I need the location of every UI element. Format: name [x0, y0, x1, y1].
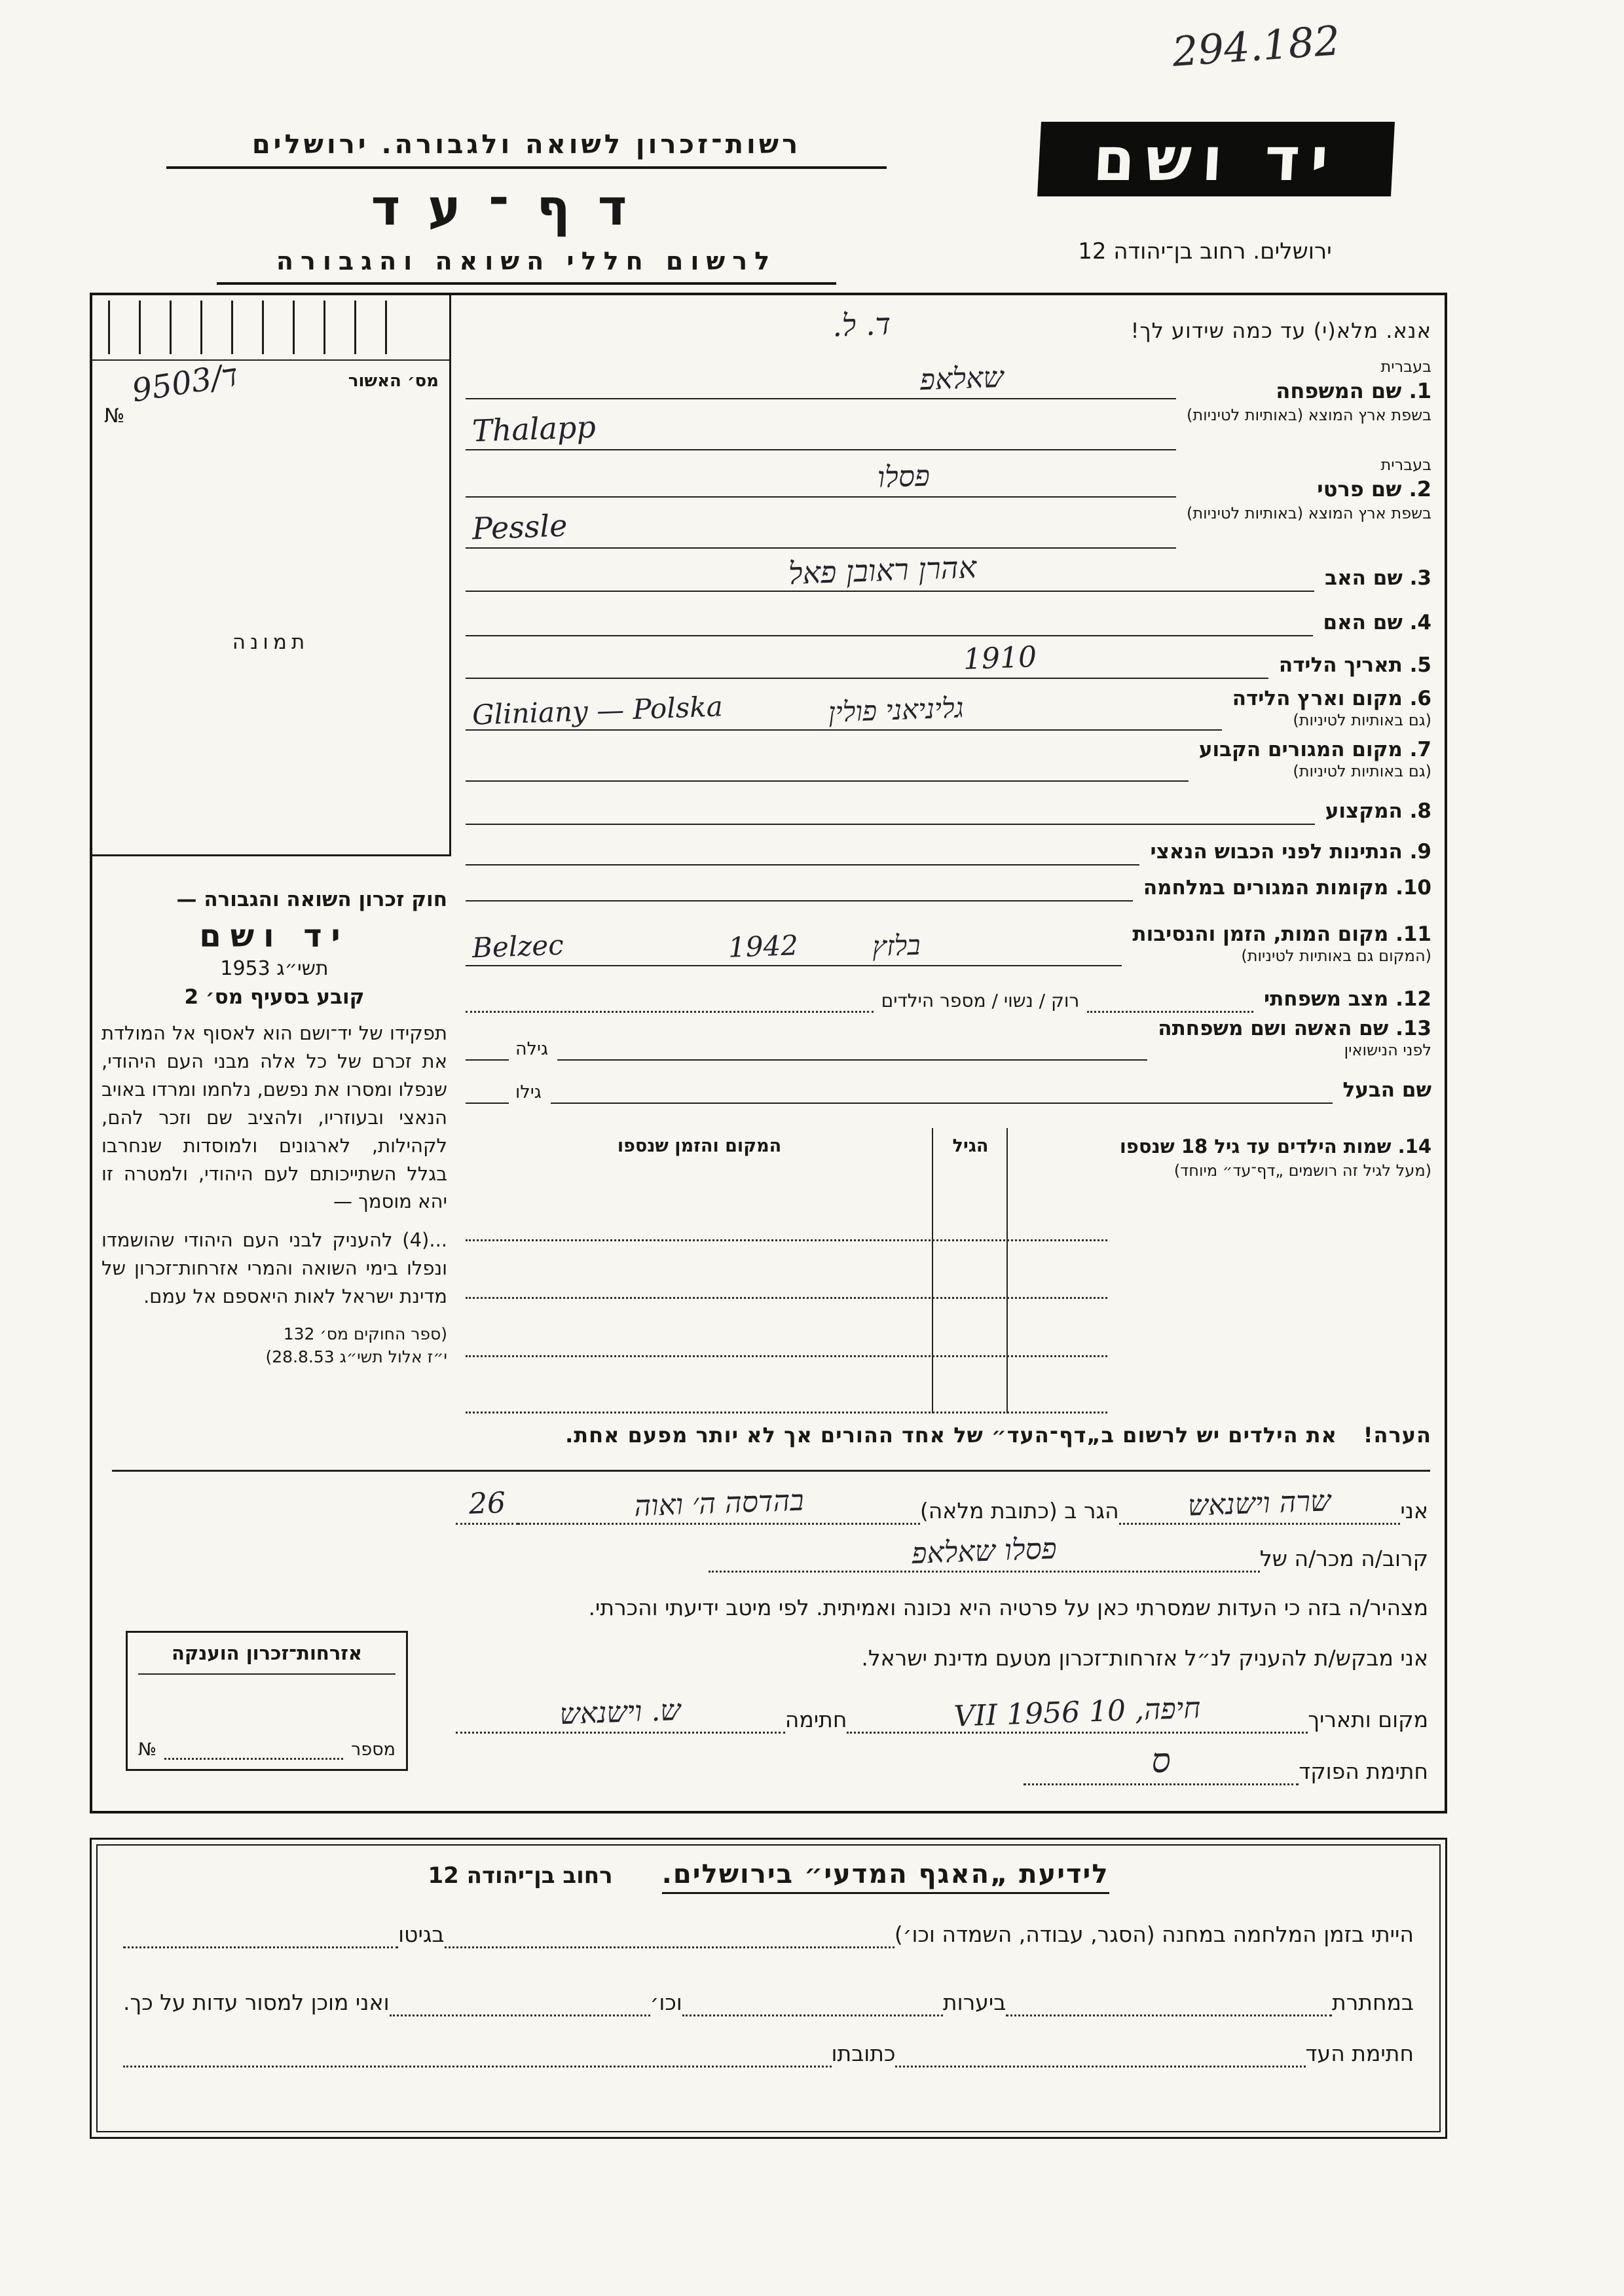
- memorial-citizenship-number-symbol: №: [138, 1740, 157, 1760]
- field-3-line: [466, 549, 1314, 592]
- field-11-year-handwriting: 1942: [728, 929, 799, 964]
- left-column-box: [92, 295, 451, 856]
- field-3-father-name: [466, 549, 1431, 592]
- memorial-citizenship-number-label: מספר: [351, 1740, 396, 1760]
- header-title-block: [166, 130, 887, 285]
- field-6-latin-handwriting: Gliniany — Polska: [471, 690, 724, 731]
- declarant-name-handwriting: שרה וישנאש: [1187, 1484, 1332, 1523]
- tally-marks: [108, 301, 416, 354]
- main-form-box: [90, 293, 1447, 1813]
- field-1-label: בעברית 1. שם המשפחה בשפת ארץ המוצא (באותיות לטיניות): [1187, 357, 1431, 424]
- field-1-latin-line: [466, 399, 1176, 450]
- citizenship-request-statement: אני מבקש/ת להעניק לנ״ל אזרחות־זכרון מטעם מדינת ישראל.: [861, 1645, 1428, 1671]
- field-2-label: בעברית 2. שם פרטי בשפת ארץ המוצא (באותיות לטיניות): [1187, 456, 1431, 522]
- approval-number-label: מס׳ האשור: [348, 371, 439, 391]
- place-date-line: [847, 1691, 1308, 1734]
- photo-placeholder-label: תמונה: [232, 630, 310, 654]
- law-paragraph-1: תפקידו של יד־ושם הוא לאסוף אל המולדת את זכרם של כל אלה מבני העם היהודי, שנפלו ומסרו את נפשם, נלחמו ומרדו באויב הנאצי ובעוזריו, ולהציב שם וזכר להם, לקהילות, לארגונים ולמוסדות שנחרבו בגלל השתייכותם לעם היהודי, ולמטרה זו יהא מוסמך —: [101, 1022, 447, 1213]
- field-9-line: [466, 834, 1139, 866]
- ready-to-testify-label: ואני מוכן למסור עדות על כך.: [122, 1990, 390, 2015]
- husband-age-line: [466, 1072, 509, 1104]
- field-2-latin-handwriting: Pessle: [471, 507, 568, 547]
- form-title: דף־עד: [371, 178, 655, 236]
- instruction-handwriting: ד. ל.: [832, 306, 892, 344]
- field-2-hebrew-handwriting: פסלו: [877, 459, 931, 495]
- section-divider-rule: [112, 1470, 1430, 1472]
- forests-label: ביערות: [942, 1990, 1006, 2015]
- memorial-citizenship-box: [126, 1631, 408, 1771]
- field-1-hebrew-line: [466, 357, 1176, 399]
- law-paragraph-2: ...(4) להעניק לבני העם היהודי שהושמדו ונפלו בימי השואה והמרי אזרחות־זכרון של מדינת ישראל לאות היאספם אל עמם.: [101, 1229, 447, 1308]
- memorial-citizenship-rule: [138, 1673, 396, 1675]
- underground-label: במחתרת: [1331, 1990, 1414, 2015]
- header-rule-top: [166, 166, 887, 169]
- law-section: קובע בסעיף מס׳ 2: [184, 985, 365, 1009]
- field-4-mother-name: [466, 605, 1431, 636]
- logo-address: ירושלים. רחוב בן־יהודה 12: [1078, 238, 1332, 264]
- field-5-label: 5. תאריך הלידה: [1278, 653, 1431, 678]
- remark-text: את הילדים יש לרשום ב„דף־העד״ של אחד ההורים אך לא יותר מפעם אחת.: [565, 1423, 1337, 1448]
- children-table: [466, 1128, 1107, 1413]
- field-1-family-name: [466, 357, 1431, 450]
- clerk-signature-row: [456, 1741, 1428, 1785]
- declarant-address-line: [518, 1484, 920, 1525]
- authority-line: רשות־זכרון לשואה ולגבורה. ירושלים: [251, 130, 802, 160]
- law-year: תשי״ג 1953: [220, 957, 329, 980]
- field-13-age-label: גילה: [515, 1039, 549, 1059]
- clerk-signature-line: [1024, 1741, 1299, 1785]
- forests-line: [682, 1980, 943, 2016]
- field-9-label: 9. הנתינות לפני הכבוש הנאצי: [1150, 840, 1431, 864]
- field-4-label: 4. שם האם: [1323, 611, 1431, 635]
- signature-handwriting: ש. וישנאש: [559, 1693, 682, 1732]
- field-2-hebrew-line: [466, 456, 1176, 498]
- field-12-label: 12. מצב משפחתי: [1263, 987, 1431, 1011]
- field-8-label: 8. המקצוע: [1325, 799, 1431, 824]
- underground-line: [1006, 1980, 1332, 2016]
- witness-signature-label: חתימת העד: [1305, 2041, 1414, 2066]
- witness-signature-line: [895, 2031, 1305, 2068]
- field-7-residence: [466, 735, 1431, 782]
- declarant-i-label: אני: [1400, 1498, 1428, 1523]
- place-date-signature-row: [456, 1691, 1428, 1734]
- field-7-label: 7. מקום המגורים הקבוע (גם באותיות לטיניות): [1198, 738, 1431, 780]
- field-6-line: [466, 683, 1222, 731]
- header-rule-bottom: [217, 282, 836, 285]
- approval-number-symbol: №: [104, 405, 125, 428]
- witness-address-label: כתובתו: [831, 2041, 896, 2066]
- children-table-row-line: [466, 1412, 1107, 1413]
- declarant-identity-row: [456, 1484, 1428, 1525]
- field-14-children-label: 14. שמות הילדים עד גיל 18 שנספו (מעל לגיל זה רושמים „דף־עד״ מיוחד): [1119, 1135, 1431, 1180]
- field-husband-name: [466, 1072, 1431, 1104]
- field-11-latin-handwriting: Belzec: [471, 928, 564, 964]
- scientific-department-box: [90, 1838, 1447, 2139]
- memorial-citizenship-number-line: [164, 1758, 343, 1760]
- field-11-death-place: [466, 919, 1431, 966]
- signature-label: חתימה: [784, 1707, 847, 1732]
- field-5-line: [466, 640, 1268, 679]
- field-10-war-residences: [466, 870, 1431, 902]
- clerk-signature-label: חתימת הפוקד: [1299, 1758, 1428, 1784]
- declarant-address-handwriting: בהדסה ה׳ ואוה: [633, 1484, 805, 1523]
- etc-line: [390, 1980, 650, 2016]
- field-2-first-name: [466, 456, 1431, 549]
- remark-title: הערה!: [1363, 1423, 1431, 1448]
- instruction-label: אנא. מלא(י) עד כמה שידוע לך!: [1130, 318, 1431, 344]
- camp-row: [123, 1912, 1414, 1948]
- truth-statement: מצהיר/ה בזה כי העדות שמסרתי כאן על פרטיה היא נכונה ואמיתית. לפי מיטב ידיעתי והכרתי.: [588, 1595, 1428, 1620]
- field-7-line: [466, 735, 1189, 782]
- husband-label: שם הבעל: [1342, 1078, 1431, 1102]
- place-date-label: מקום ותאריך: [1308, 1707, 1428, 1732]
- remark-row: [466, 1423, 1431, 1448]
- field-12-options: רוק / נשוי / מספר הילדים: [881, 990, 1080, 1011]
- instruction-space: [466, 306, 1120, 345]
- children-table-age-header: הגיל: [952, 1136, 989, 1156]
- field-11-label: 11. מקום המות, הזמן והנסיבות (המקום גם באותיות לטיניות): [1132, 922, 1431, 965]
- tally-area: [92, 295, 449, 361]
- children-table-row-line: [466, 1355, 1107, 1357]
- field-2-latin-line: [466, 498, 1176, 549]
- children-table-divider-1: [1006, 1128, 1008, 1413]
- approval-number-handwriting: 9503/ד: [129, 356, 241, 410]
- field-13-wife-name: [466, 1012, 1431, 1061]
- clerk-signature-handwriting: ס: [1151, 1741, 1172, 1781]
- instruction-row: [466, 306, 1431, 345]
- field-6-label: 6. מקום וארץ הלידה (גם באותיות לטיניות): [1232, 687, 1431, 729]
- ghetto-label: בגיטו: [398, 1922, 445, 1947]
- witness-signature-row: [123, 2031, 1414, 2068]
- etc-label: וכו׳: [650, 1990, 682, 2015]
- field-10-line: [466, 870, 1133, 902]
- yad-vashem-logo: יד ושם: [1037, 122, 1395, 196]
- relation-label: קרוב/ה מכר/ה של: [1259, 1546, 1428, 1571]
- children-table-place-header: המקום והזמן שנספו: [617, 1136, 782, 1156]
- husband-line: [551, 1072, 1333, 1104]
- field-1-hebrew-handwriting: שאלאפ: [919, 360, 1005, 397]
- field-6-hebrew-handwriting: גליניאני פולין: [828, 691, 965, 729]
- declarant-house-number-line: [456, 1487, 518, 1525]
- underground-row: [123, 1980, 1414, 2016]
- law-reference: (ספר החוקים מס׳ 132 י״ז אלול תשי״ג 28.8.53): [265, 1324, 447, 1367]
- children-table-divider-2: [932, 1128, 933, 1413]
- field-11-hebrew-handwriting: בלזץ: [872, 928, 921, 963]
- field-4-line: [466, 605, 1313, 636]
- declarant-name-line: [1119, 1484, 1401, 1525]
- field-11-line: [466, 919, 1122, 966]
- camp-line: [445, 1912, 895, 1948]
- ghetto-line: [123, 1912, 398, 1948]
- field-5-handwriting: 1910: [963, 640, 1037, 676]
- relation-line: [709, 1532, 1260, 1573]
- field-13-age-line: [466, 1012, 509, 1061]
- archive-number-handwriting: 294.182: [1170, 16, 1342, 76]
- field-10-label: 10. מקומות המגורים במלחמה: [1143, 876, 1431, 900]
- place-date-handwriting: חיפה, 10 VII 1956: [953, 1691, 1202, 1734]
- form-subtitle: לרשום חללי השואה והגבורה: [276, 247, 777, 276]
- field-8-line: [466, 793, 1315, 825]
- field-5-birth-date: [466, 640, 1431, 679]
- witness-address-line: [123, 2031, 832, 2068]
- field-12-line: [466, 981, 1253, 1013]
- field-13-label: 13. שם האשה ושם משפחתה לפני הנישואין: [1158, 1017, 1431, 1059]
- children-table-row-line: [466, 1239, 1107, 1241]
- scientific-department-title: לידיעת „האגף המדעי״ בירושלים.: [662, 1859, 1109, 1894]
- husband-age-label: גילו: [515, 1082, 542, 1102]
- signature-line: [456, 1693, 785, 1734]
- relation-handwriting: פסלו שאלאפ: [911, 1532, 1058, 1571]
- memorial-citizenship-title: אזרחות־זכרון הוענקה: [171, 1642, 363, 1664]
- field-1-latin-handwriting: Thalapp: [471, 409, 597, 449]
- declarant-resides-label: הגר ב (כתובת מלאה): [919, 1498, 1119, 1523]
- field-13-line: [557, 1012, 1147, 1061]
- law-heading: חוק זכרון השואה והגבורה —: [176, 888, 447, 911]
- law-yad-vashem: יד ושם: [199, 918, 350, 955]
- camp-label: הייתי בזמן המלחמה במחנה (הסגר, עבודה, השמדה וכו׳): [894, 1922, 1414, 1947]
- law-excerpt: [101, 888, 447, 1368]
- field-9-citizenship: [466, 834, 1431, 866]
- approval-number-row: [92, 356, 449, 434]
- field-3-label: 3. שם האב: [1325, 566, 1431, 591]
- field-3-handwriting: אהרן ראובן פאל: [787, 549, 977, 591]
- field-6-birth-place: [466, 683, 1431, 731]
- relation-row: [456, 1532, 1428, 1573]
- children-table-row-line: [466, 1297, 1107, 1299]
- scientific-department-address: רחוב בן־יהודה 12: [428, 1863, 613, 1889]
- declarant-house-number-handwriting: 26: [468, 1486, 506, 1521]
- field-8-profession: [466, 793, 1431, 825]
- field-12-marital-status: [466, 981, 1431, 1013]
